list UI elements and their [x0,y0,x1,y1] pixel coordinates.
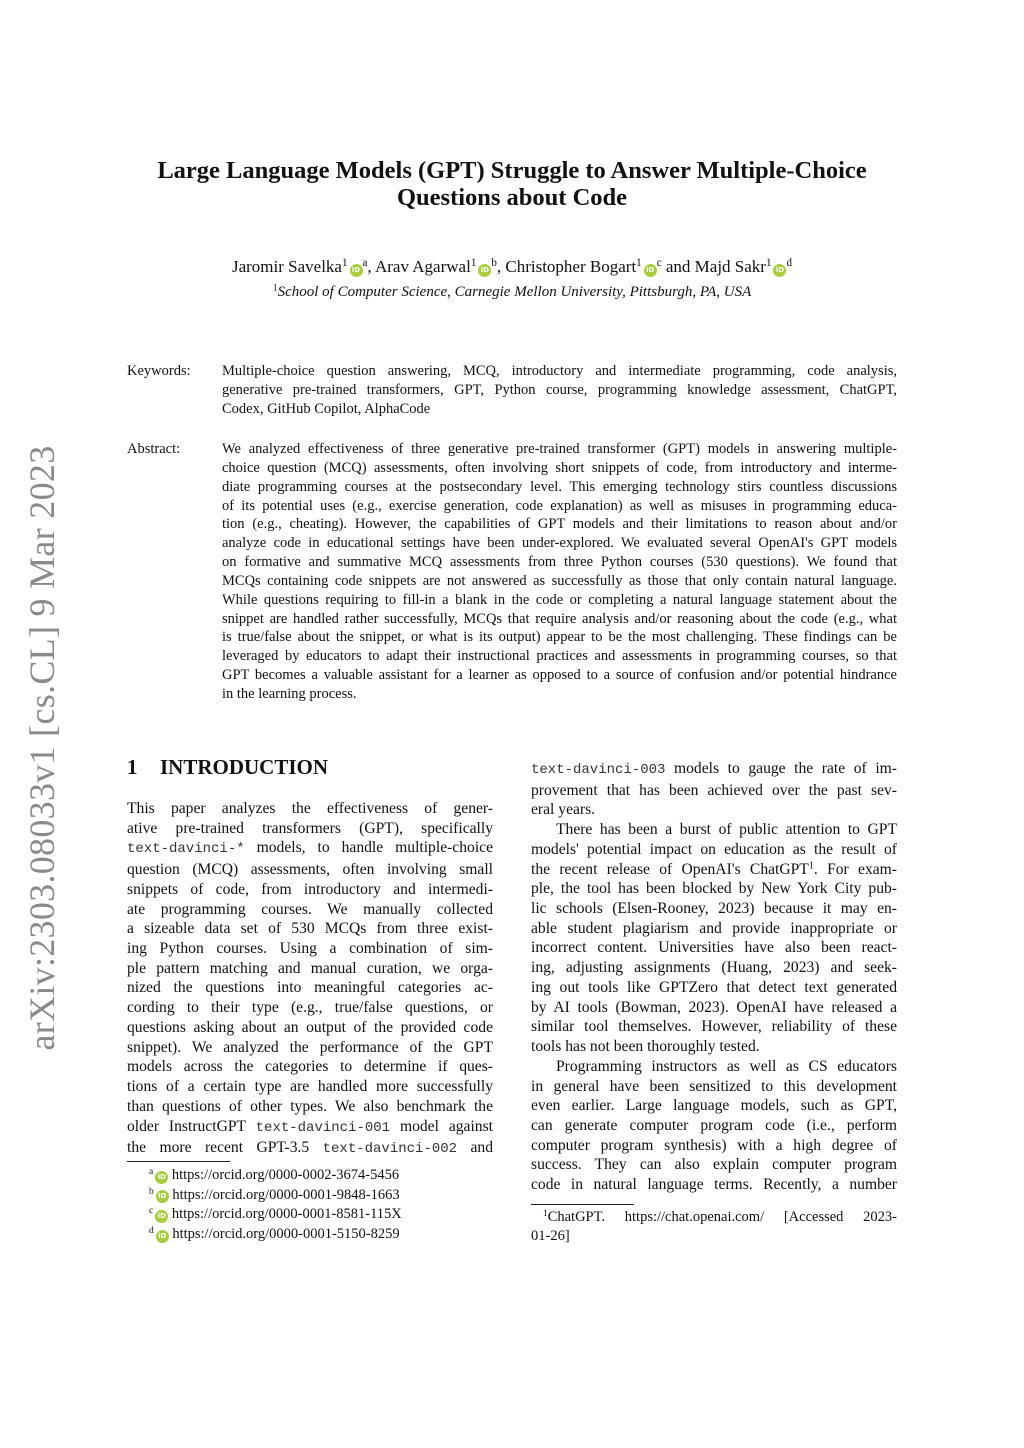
footnote-line [531,1208,897,1227]
section-number: 1 [127,755,138,779]
footnote-line: 01-26] [531,1227,570,1244]
text-line: similar tool themselves. However, reliability of these [531,1018,897,1036]
orcid-link[interactable]: https://orcid.org/0000-0001-9848-1663 [172,1186,400,1203]
footnote-mark: 1 [543,1208,548,1219]
text-line: snippet are handled rather successfully, MCQs that require analysis and/or reasoning about the code (e.g., what [222,610,897,627]
keywords-label: Keywords: [127,363,191,379]
text-line: snippet). We analyzed the performance of the GPT [127,1038,493,1056]
text-line: ing out tools like GPTZero that detect text generated [531,978,897,996]
affiliation-text: School of Computer Science, Carnegie Mellon University, Pittsburgh, PA, USA [277,284,752,300]
right-column-text [531,759,897,1195]
orcid-footnote [127,1225,402,1245]
orcid-mark: a [362,256,368,269]
text-line: generative pre-trained transformers, GPT, Python course, programming knowledge assessment, ChatGPT, [222,381,897,398]
text-line: ate programming courses. We manually collected [127,900,493,918]
text-line: able student plagiarism and provide inappropriate or [531,919,897,937]
text-line: on formative and summative MCQ assessments from three Python courses (530 questions). We found that [222,554,897,571]
text-line: choice question (MCQ) assessments, often involving short snippets of code, from introductory and interme- [222,459,897,476]
text-line: is true/false about the snippet, or what is its output) appear to be the most challenging. These findings can be [222,629,897,646]
text-line: nized the questions into meaningful categories ac- [127,979,493,997]
text-segment: and [457,1139,493,1157]
inline-code: text-davinci-001 [255,1119,391,1136]
section-heading [127,754,328,780]
text-line: than questions of other types. We also benchmark the [127,1097,493,1115]
footnote-text: ChatGPT. https://chat.openai.com/ [Accessed 2023- [547,1209,897,1225]
text-line: of its potential uses (e.g., exercise generation, code explanation) as well as misuses in programming educa- [222,497,897,514]
text-line: Programming instructors as well as CS educators [556,1057,897,1075]
text-line: ing Python courses. Using a combination of sim- [127,940,493,958]
affiliation [100,282,924,302]
orcid-footnote [127,1166,402,1186]
text-line: models across the categories to determine if ques- [127,1058,493,1076]
text-line: models' potential impact on education as the result of [531,840,897,858]
text-line: incorrect content. Universities have also been react- [531,939,897,957]
text-line: in general have been sensitized to this development [531,1077,897,1095]
orcid-mark: d [786,256,793,269]
text-segment: the more recent GPT-3.5 [127,1139,323,1157]
affiliation-mark: 1 [341,256,348,269]
footnote-rule [127,1161,230,1162]
footnote-rule [531,1204,634,1205]
orcid-icon: iD [350,264,363,277]
inline-code: text-davinci-002 [322,1141,458,1158]
affiliation-mark: 1 [765,256,772,269]
orcid-footnote [127,1186,402,1206]
orcid-link[interactable]: https://orcid.org/0000-0002-3674-5456 [171,1167,400,1183]
footnote-mark: b [149,1186,154,1197]
author-separator: and [661,257,695,276]
orcid-footnotes [127,1166,402,1245]
footnote-mark: d [149,1225,154,1236]
orcid-icon: iD [773,264,786,277]
author-list [100,256,924,278]
affiliation-mark: 1 [636,256,642,269]
text-line: ative pre-trained transformers (GPT), specifically [127,819,493,837]
text-segment: older InstructGPT [127,1117,256,1135]
text-segment: model against [390,1117,493,1135]
text-line: cording to their type (e.g., true/false questions, or [127,999,493,1017]
affiliation-mark: 1 [272,282,278,294]
text-line: ing, adjusting assignments (Huang, 2023) and seek- [531,959,897,977]
text-line: computer program synthesis) with a high degree of [531,1136,897,1154]
text-line: leveraged by educators to adapt their instructional practices and assessments in programming courses, so that [222,648,897,665]
author-name: Christopher Bogart [505,257,637,276]
text-line: analyze code in educational settings have been under-explored. We evaluated several OpenAI's GPT models [222,535,897,552]
paper-title [100,157,924,211]
orcid-link[interactable]: https://orcid.org/0000-0001-5150-8259 [172,1226,400,1243]
title-line: Questions about Code [396,184,628,211]
inline-code: text-davinci-* [127,841,245,858]
keywords-body [222,362,897,419]
text-line: success. They can also explain computer program [531,1156,897,1174]
text-line: by AI tools (Bowman, 2023). OpenAI have released a [531,998,897,1016]
text-line: GPT becomes a valuable assistant for a learner as opposed to a source of confusion and/or potential hindrance [222,667,897,684]
text-line: tion (e.g., cheating). However, the capabilities of GPT models and their limitations to reason about and/or [222,516,897,533]
text-line [531,860,897,880]
text-line: a sizeable data set of 530 MCQs from three exist- [127,920,493,938]
author-name: Majd Sakr [694,257,766,276]
text-line: MCQs containing code snippets are not answered as successfully as those that only contain natural language. [222,572,897,589]
orcid-icon: iD [155,1210,168,1223]
text-line [127,1138,493,1160]
affiliation-mark: 1 [470,256,477,269]
text-line: We analyzed effectiveness of three generative pre-trained transformer (GPT) models in answering multiple- [222,441,897,457]
abstract-body [222,440,897,704]
text-segment: models to gauge the rate of im- [665,760,897,777]
text-line: lic schools (Elsen-Rooney, 2023) because it may en- [531,900,897,918]
footnote-chatgpt [531,1208,897,1245]
text-line: snippets of code, from introductory and intermedi- [127,880,493,898]
title-line: Large Language Models (GPT) Struggle to Answer Multiple-Choice [157,157,867,184]
text-segment: . For exam- [813,860,897,878]
text-line: This paper analyzes the effectiveness of gener- [127,800,493,817]
text-line: question (MCQ) assessments, often involving small [127,861,493,879]
text-line: Codex, GitHub Copilot, AlphaCode [222,400,431,417]
orcid-icon: iD [478,264,491,277]
footnote-mark: c [149,1206,154,1217]
text-line: code in natural language terms. Recently, a number [531,1176,897,1194]
text-line: in the learning process. [222,685,357,702]
text-segment: the recent release of OpenAI's ChatGPT [531,860,809,878]
arxiv-identifier-stamp: arXiv:2303.08033v1 [cs.CL] 9 Mar 2023 [22,445,62,1051]
text-line: even earlier. Large language models, such as GPT, [531,1097,897,1115]
orcid-icon: iD [156,1230,169,1243]
text-line: eral years. [531,801,596,819]
inline-code: text-davinci-003 [531,762,666,778]
text-line: can generate computer program code (i.e., perform [531,1116,897,1134]
orcid-icon: iD [644,264,657,277]
text-line: questions asking about an output of the provided code [127,1018,493,1036]
orcid-footnote [127,1205,402,1225]
abstract-label: Abstract: [127,441,181,457]
footnote-mark: 1 [808,860,814,872]
text-line: ple pattern matching and manual curation, we orga- [127,959,493,977]
text-line: While questions requiring to fill-in a blank in the code or completing a natural language statement about the [222,591,897,608]
footnote-mark: a [149,1166,154,1177]
left-column-text [127,799,493,1160]
text-line: ple, the tool has been blocked by New York City pub- [531,880,897,898]
text-line: diate programming courses at the postsecondary level. This emerging technology stirs countless discussions [222,478,897,495]
orcid-mark: c [656,256,662,269]
text-line [531,759,897,781]
text-line [127,838,493,860]
orcid-link[interactable]: https://orcid.org/0000-0001-8581-115X [171,1206,402,1223]
author-name: Jaromir Savelka [231,257,342,276]
text-line: There has been a burst of public attention to GPT [556,821,897,839]
orcid-icon: iD [155,1171,168,1184]
orcid-mark: b [491,256,497,269]
orcid-icon: iD [156,1190,169,1203]
text-line: Multiple-choice question answering, MCQ, introductory and intermediate programming, code analysis, [222,363,897,379]
text-line: tions of a certain type are handled more successfully [127,1078,493,1096]
text-segment: models, to handle multiple-choice [244,839,493,857]
author-name: Arav Agarwal [374,257,471,276]
text-line [127,1117,493,1139]
text-line: provement that has been achieved over the past sev- [531,781,897,799]
section-title: INTRODUCTION [160,755,329,779]
author-separator: , [367,257,375,276]
author-separator: , [496,257,506,276]
text-line: tools has not been thoroughly tested. [531,1038,760,1056]
